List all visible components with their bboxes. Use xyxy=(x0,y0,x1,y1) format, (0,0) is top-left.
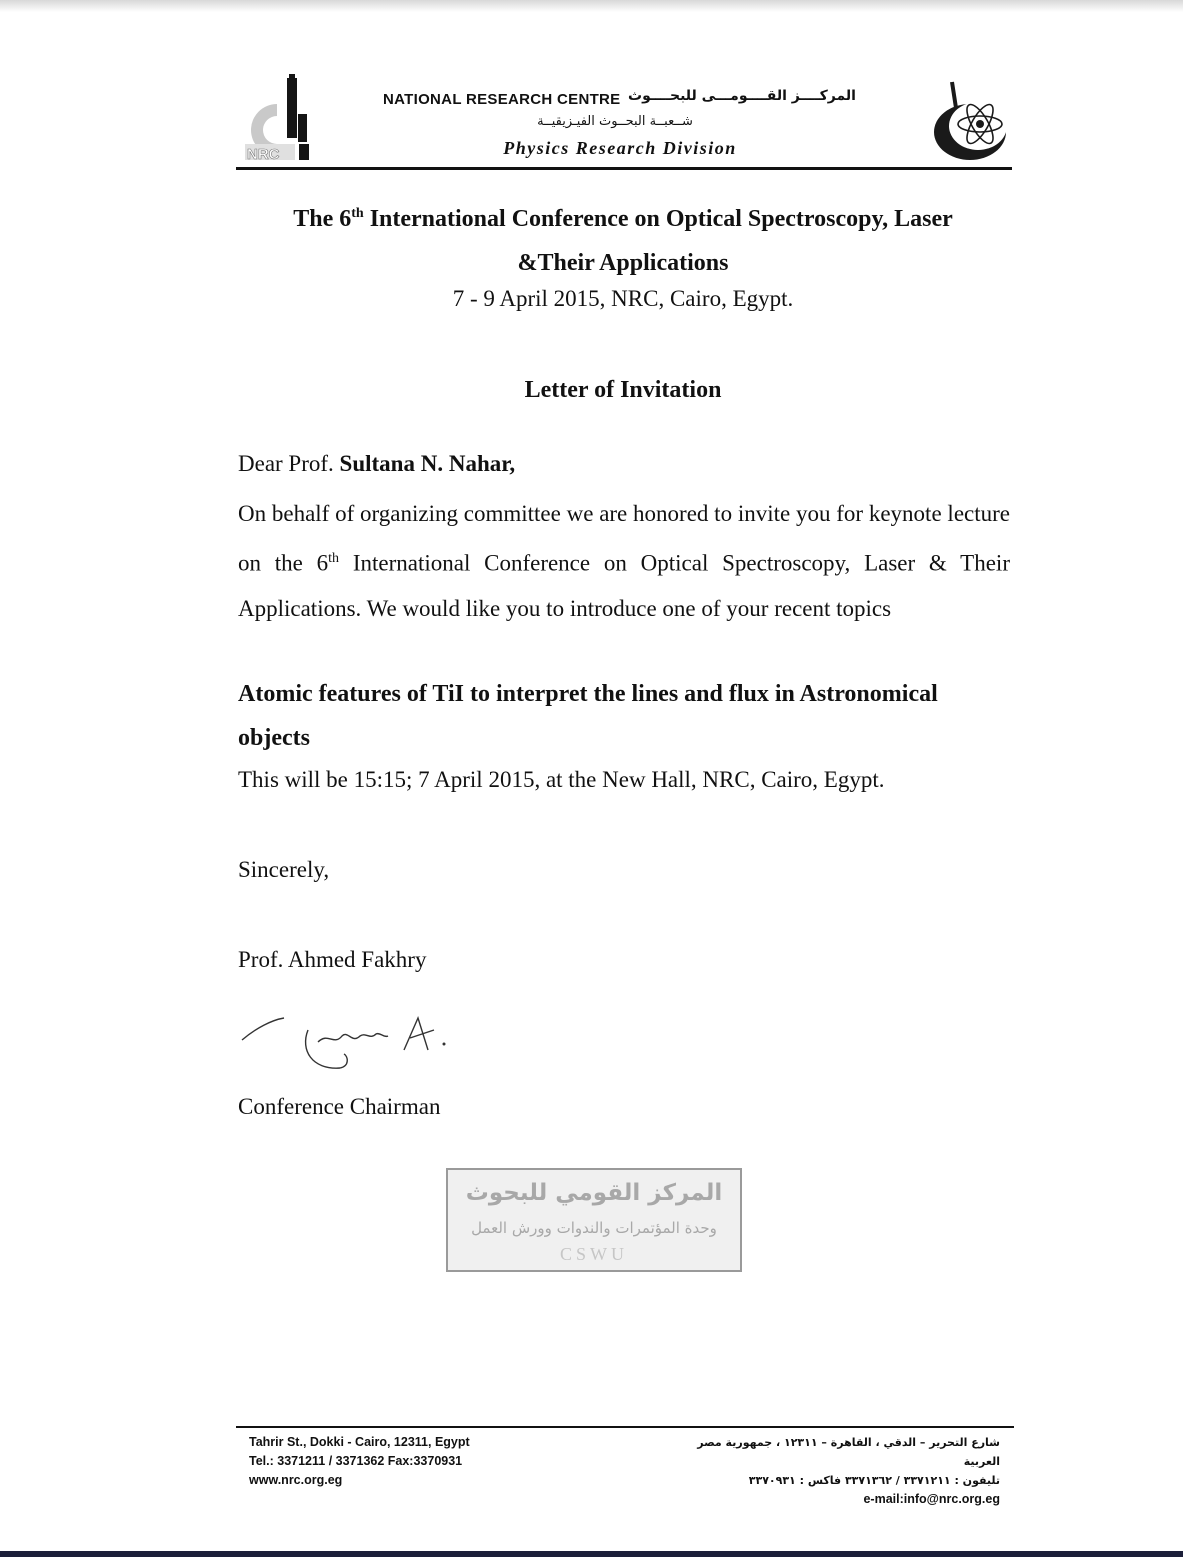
conference-date-place: 7 - 9 April 2015, NRC, Cairo, Egypt. xyxy=(452,286,794,311)
footer-address-en: Tahrir St., Dokki - Cairo, 12311, Egypt xyxy=(249,1435,470,1449)
header-rule xyxy=(236,167,1012,170)
letter-title: Letter of Invitation xyxy=(524,377,722,403)
handwritten-signature xyxy=(238,1010,468,1090)
conference-title-line1: International Conference on Optical Spectroscopy, Laser xyxy=(363,206,953,232)
stamp-line2: وحدة المؤتمرات والندوات وورش العمل xyxy=(471,1219,717,1237)
conference-title-prefix: The 6 xyxy=(293,206,352,232)
physics-division-emblem-icon xyxy=(930,80,1012,162)
footer-email: e-mail:info@nrc.org.eg xyxy=(863,1492,1000,1506)
nrc-logo-icon xyxy=(243,74,311,162)
closing: Sincerely, xyxy=(238,857,330,882)
signer-role: Conference Chairman xyxy=(238,1094,441,1119)
salutation xyxy=(238,451,1010,477)
salutation-comma: , xyxy=(509,451,516,476)
footer-contact-ar xyxy=(690,1433,1000,1509)
footer-contact-en xyxy=(249,1433,470,1490)
footer-address-ar: شارع التحرير – الدقي ، القاهرة – ١٢٣١١ ، جمهورية مصر العربية xyxy=(697,1436,1000,1468)
salutation-prefix: Dear Prof. xyxy=(238,451,340,476)
division-name-en: Physics Research Division xyxy=(503,138,737,158)
signer-name: Prof. Ahmed Fakhry xyxy=(238,947,427,972)
conference-title-line2: &Their Applications xyxy=(517,250,729,276)
stamp-line1: المركز القومي للبحوث xyxy=(465,1180,723,1206)
body-part2: International Conference on Optical Spectroscopy, Laser & Their Applications. We would like you to introduce one of your recent topics xyxy=(238,550,1010,621)
footer-phone-en: Tel.: 3371211 / 3371362 Fax:3370931 xyxy=(249,1454,463,1468)
lecture-schedule: This will be 15:15; 7 April 2015, at the New Hall, NRC, Cairo, Egypt. xyxy=(238,767,885,792)
conference-title xyxy=(200,192,1046,285)
lecture-topic: Atomic features of TiI to interpret the lines and flux in Astronomical objects xyxy=(238,681,938,751)
svg-text:NRC: NRC xyxy=(247,146,280,162)
recipient-name: Sultana N. Nahar xyxy=(339,451,510,476)
scan-top-shadow xyxy=(0,0,1183,12)
body-part1: On behalf of organizing committee we are honored to invite you for keynote lecture on the 6 xyxy=(238,501,1010,576)
org-name-en: NATIONAL RESEARCH CENTRE xyxy=(383,91,621,108)
footer-rule xyxy=(236,1426,1014,1428)
official-stamp xyxy=(446,1168,742,1272)
scan-bottom-edge xyxy=(0,1551,1183,1557)
footer-website: www.nrc.org.eg xyxy=(249,1473,343,1487)
footer-phone-ar: تليفون : ٣٣٧١٢١١ / ٣٣٧١٣٦٢ فاكس : ٣٣٧٠٩٣١ xyxy=(748,1474,1000,1487)
invitation-body xyxy=(238,491,1010,631)
stamp-line3: CSWU xyxy=(559,1244,628,1264)
conference-title-superscript: th xyxy=(351,206,364,221)
org-name-ar: المركــــز القــــومـــى للبحــــوث xyxy=(628,88,856,104)
division-name-ar: شــعبــة البحــوث الفيـزيقيــة xyxy=(537,114,693,129)
body-superscript: th xyxy=(328,551,340,566)
